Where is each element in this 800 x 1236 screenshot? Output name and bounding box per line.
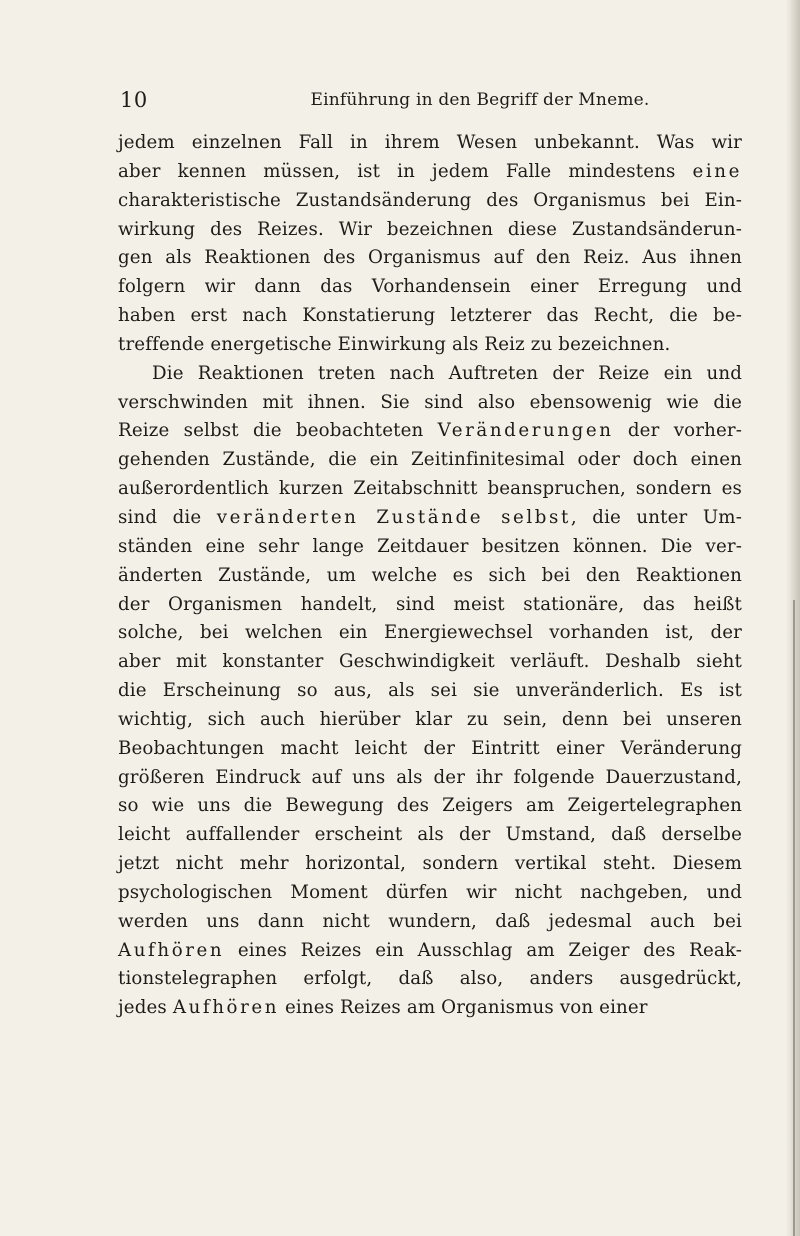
- text-line: änderten Zustände, um welche es sich bei den Reaktionen: [118, 564, 742, 586]
- page-number: 10: [120, 88, 148, 112]
- text-line: charakteristische Zustandsänderung des Organismus bei Ein-: [118, 189, 742, 211]
- text-line: leicht auffallender erscheint als der Umstand, daß derselbe: [118, 824, 742, 846]
- text-line: jetzt nicht mehr horizontal, sondern vertikal steht. Diesem: [118, 853, 742, 875]
- emphasized-text: veränderten Zustände selbst: [216, 506, 571, 528]
- emphasized-text: Aufhören: [118, 939, 225, 961]
- text-line: so wie uns die Bewegung des Zeigers am Zeigertelegraphen: [118, 795, 742, 817]
- text-line: aber mit konstanter Geschwindigkeit verläuft. Deshalb sieht: [118, 651, 742, 673]
- text-line: der Organismen handelt, sind meist stationäre, das heißt: [118, 593, 742, 615]
- text-line: wichtig, sich auch hierüber klar zu sein, denn bei unseren: [118, 708, 742, 730]
- text-line: tionstelegraphen erfolgt, daß also, anders ausgedrückt,: [118, 968, 742, 990]
- emphasized-text: Aufhören: [172, 997, 280, 1019]
- text-line: Aufhören eines Reizes ein Ausschlag am Zeiger des Reak-: [118, 939, 742, 961]
- text-line: jedes Aufhören eines Reizes am Organismus von einer: [118, 997, 648, 1019]
- text-line: außerordentlich kurzen Zeitabschnitt beanspruchen, sondern es: [118, 478, 742, 500]
- text-line: verschwinden mit ihnen. Sie sind also ebensowenig wie die: [118, 391, 742, 413]
- text-line: aber kennen müssen, ist in jedem Falle mindestens eine: [118, 160, 742, 182]
- text-line: die Erscheinung so aus, als sei sie unveränderlich. Es ist: [118, 680, 742, 702]
- text-line: gehenden Zustände, die ein Zeitinfinitesimal oder doch einen: [118, 449, 742, 471]
- paragraph-start-line: Die Reaktionen treten nach Auftreten der Reize ein und: [152, 362, 742, 384]
- text-line: jedem einzelnen Fall in ihrem Wesen unbekannt. Was wir: [118, 132, 742, 153]
- emphasized-text: Veränderungen: [437, 420, 614, 442]
- text-line: größeren Eindruck auf uns als der ihr folgende Dauerzustand,: [118, 766, 742, 788]
- text-line: solche, bei welchen ein Energiewechsel vorhanden ist, der: [118, 622, 742, 644]
- running-head: Einführung in den Begriff der Mneme.: [310, 90, 650, 110]
- text-line: Beobachtungen macht leicht der Eintritt einer Veränderung: [118, 737, 742, 759]
- text-line: ständen eine sehr lange Zeitdauer besitzen können. Die ver-: [118, 535, 742, 557]
- text-line: psychologischen Moment dürfen wir nicht nachgeben, und: [118, 881, 742, 903]
- text-line: treffende energetische Einwirkung als Reiz zu bezeichnen.: [118, 333, 671, 355]
- text-line: gen als Reaktionen des Organismus auf den Reiz. Aus ihnen: [118, 247, 742, 269]
- page-header: [120, 88, 720, 118]
- text-line: wirkung des Reizes. Wir bezeichnen diese Zustandsänderun-: [118, 218, 742, 240]
- text-line: werden uns dann nicht wundern, daß jedesmal auch bei: [118, 910, 742, 932]
- text-line: Reize selbst die beobachteten Veränderungen der vorher-: [118, 420, 743, 442]
- text-line: folgern wir dann das Vorhandensein einer Erregung und: [118, 276, 742, 298]
- binding-edge-line: [793, 600, 795, 1236]
- text-line: sind die veränderten Zustände selbst, die unter Um-: [118, 506, 743, 528]
- text-line: haben erst nach Konstatierung letzterer das Recht, die be-: [118, 305, 742, 327]
- emphasized-text: eine: [692, 160, 742, 182]
- body-text: [118, 129, 742, 1023]
